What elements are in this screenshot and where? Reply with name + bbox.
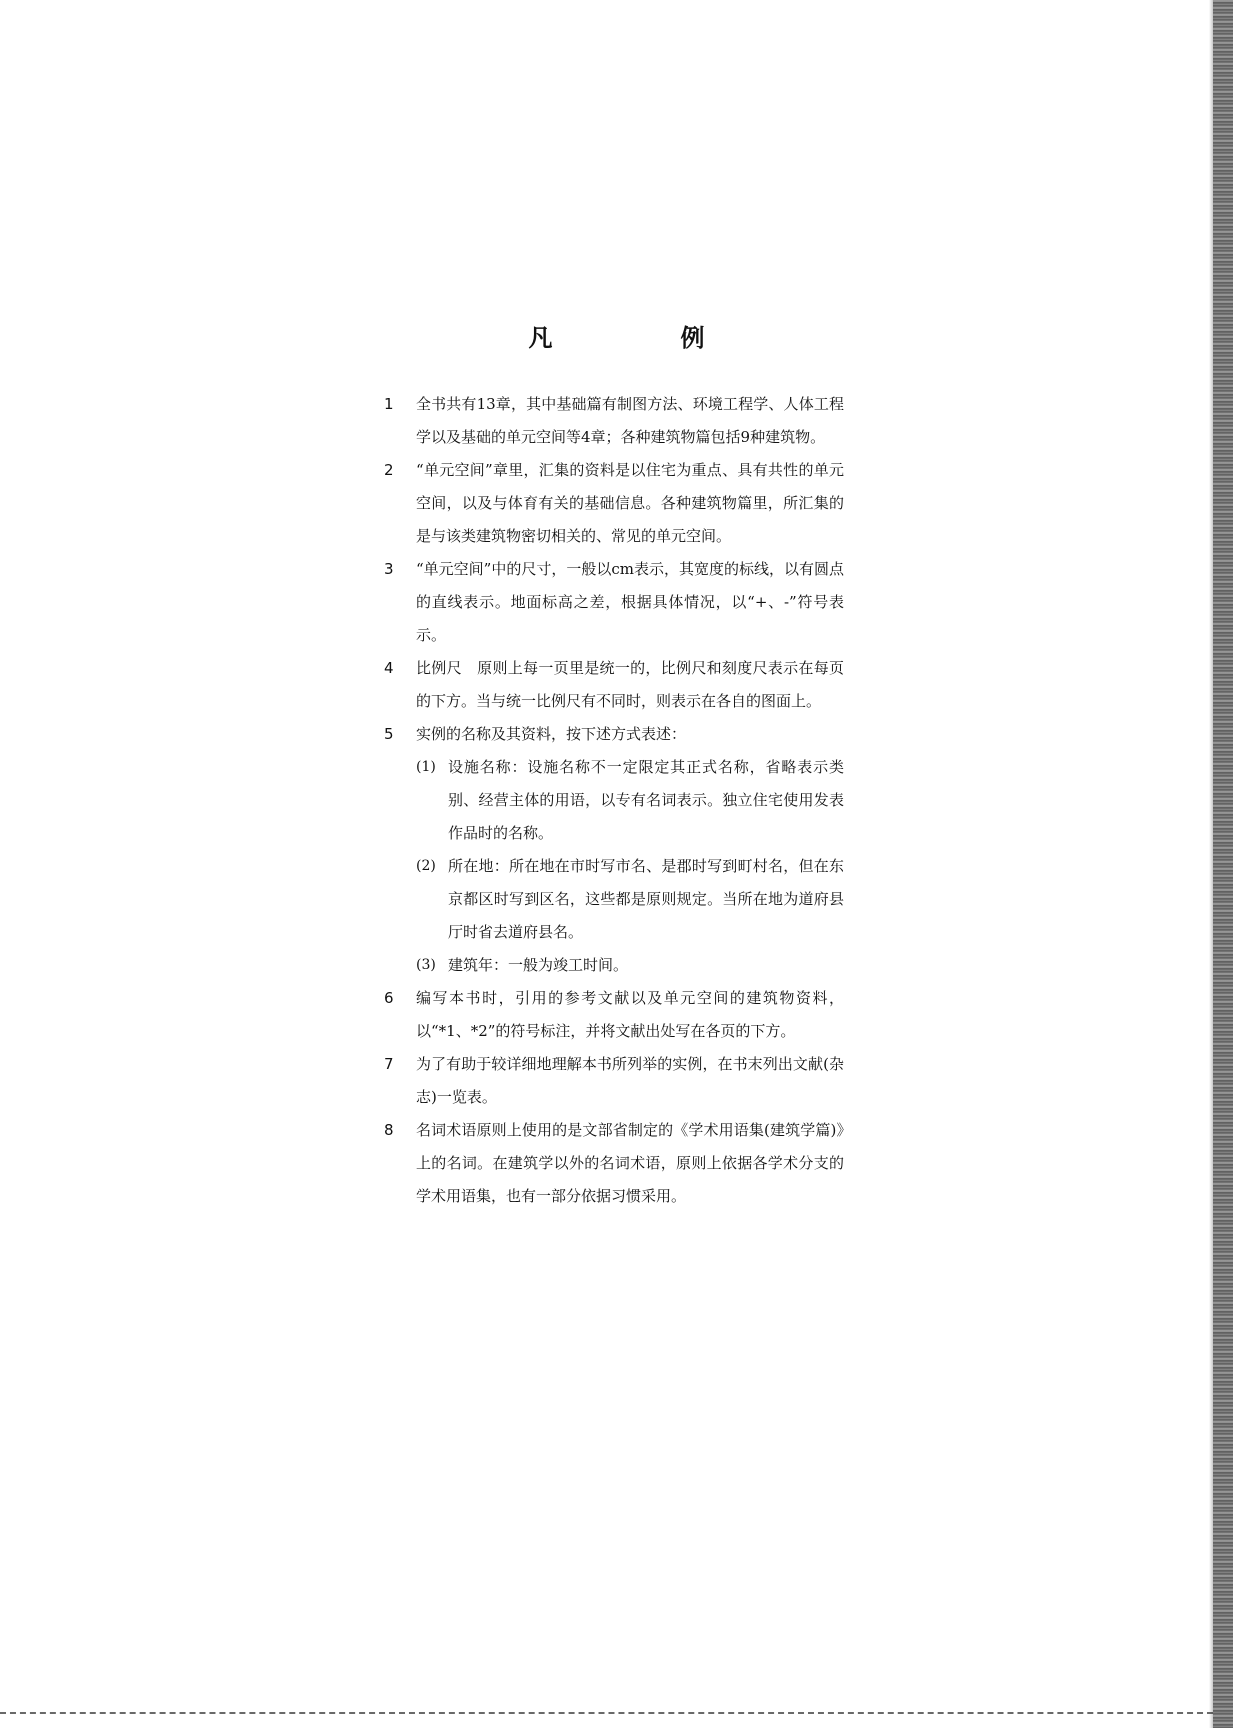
item-number: 8 (384, 1121, 394, 1139)
sub-list-item (384, 949, 844, 982)
scan-bottom-line (0, 1712, 1213, 1714)
item-text: 编写本书时，引用的参考文献以及单元空间的建筑物资料，以“*1、*2”的符号标注，并将文献出处写在各页的下方。 (416, 989, 844, 1040)
list-item (384, 553, 844, 652)
subitem-text: 建筑年：一般为竣工时间。 (448, 956, 629, 974)
item-text: “单元空间”章里，汇集的资料是以住宅为重点、具有共性的单元空间，以及与体育有关的基础信息。各种建筑物篇里，所汇集的是与该类建筑物密切相关的、常见的单元空间。 (416, 461, 844, 545)
scan-edge-strip (1213, 0, 1233, 1728)
item-number: 3 (384, 560, 394, 578)
item-text: 全书共有13章，其中基础篇有制图方法、环境工程学、人体工程学以及基础的单元空间等4章；各种建筑物篇包括9种建筑物。 (416, 395, 844, 446)
sub-list-item (384, 751, 844, 850)
notes-list (384, 388, 844, 1213)
item-text: 比例尺 原则上每一页里是统一的，比例尺和刻度尺表示在每页的下方。当与统一比例尺有不同时，则表示在各自的图面上。 (416, 659, 844, 710)
subitem-text: 所在地：所在地在市时写市名、是郡时写到町村名，但在东京都区时写到区名，这些都是原则规定。当所在地为道府县厅时省去道府县名。 (448, 857, 844, 941)
item-text: “单元空间”中的尺寸，一般以cm表示，其宽度的标线，以有圆点的直线表示。地面标高之差，根据具体情况，以“+、-”符号表示。 (416, 560, 844, 644)
subitem-number: (3) (416, 957, 436, 973)
subitem-number: (1) (416, 759, 436, 775)
item-number: 1 (384, 395, 394, 413)
sub-list-item (384, 850, 844, 949)
list-item (384, 1114, 844, 1213)
page-title: 凡 例 (528, 323, 757, 352)
item-number: 5 (384, 725, 394, 743)
list-item (384, 388, 844, 454)
subitem-text: 设施名称：设施名称不一定限定其正式名称，省略表示类别、经营主体的用语，以专有名词表示。独立住宅使用发表作品时的名称。 (448, 758, 844, 842)
item-number: 2 (384, 461, 394, 479)
item-number: 7 (384, 1055, 394, 1073)
item-number: 4 (384, 659, 394, 677)
list-item (384, 718, 844, 751)
item-text: 为了有助于较详细地理解本书所列举的实例，在书末列出文献(杂志)一览表。 (416, 1055, 844, 1106)
list-item (384, 454, 844, 553)
subitem-number: (2) (416, 858, 436, 874)
item-text: 名词术语原则上使用的是文部省制定的《学术用语集(建筑学篇)》上的名词。在建筑学以外的名词术语，原则上依据各学术分支的学术用语集，也有一部分依据习惯采用。 (416, 1121, 844, 1205)
list-item (384, 652, 844, 718)
list-item (384, 1048, 844, 1114)
item-number: 6 (384, 989, 394, 1007)
list-item (384, 982, 844, 1048)
item-text: 实例的名称及其资料，按下述方式表述： (416, 725, 687, 743)
